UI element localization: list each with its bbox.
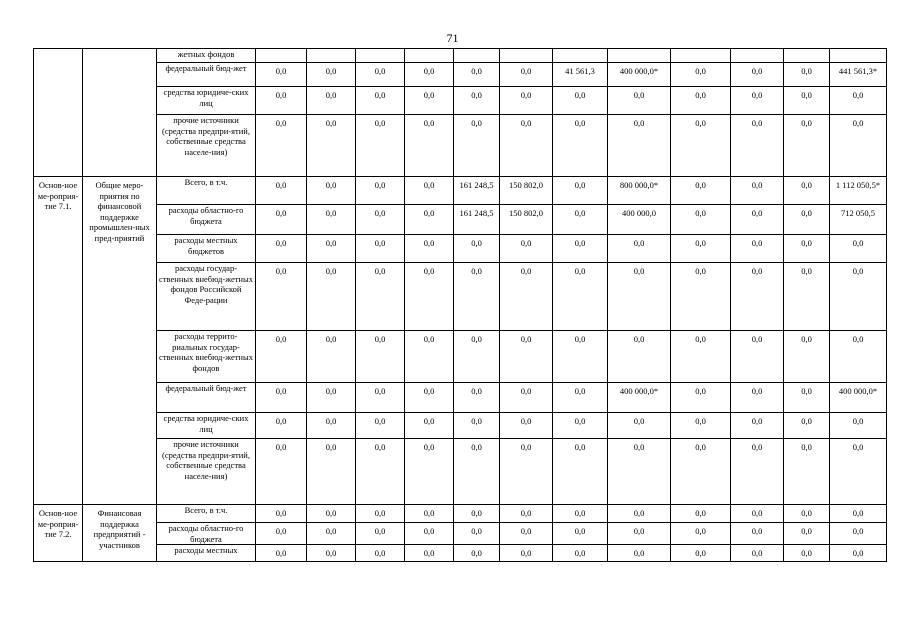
- value-cell: 1 112 050,5*: [830, 177, 887, 205]
- value-cell: 0,0: [307, 383, 356, 413]
- value-cell: 0,0: [553, 439, 608, 505]
- value-cell: 0,0: [356, 545, 405, 562]
- value-cell: 0,0: [784, 205, 830, 235]
- value-cell: 0,0: [256, 177, 307, 205]
- value-cell: 0,0: [731, 205, 784, 235]
- value-cell: 0,0: [307, 63, 356, 87]
- table-row: [34, 115, 887, 177]
- value-cell: 0,0: [454, 439, 500, 505]
- value-cell: 0,0: [671, 331, 731, 383]
- value-cell: 0,0: [671, 523, 731, 545]
- table-row: [34, 413, 887, 439]
- value-cell: 0,0: [731, 439, 784, 505]
- value-cell: 0,0: [454, 63, 500, 87]
- value-cell: 0,0: [553, 523, 608, 545]
- value-cell: 0,0: [256, 205, 307, 235]
- value-cell: 0,0: [256, 235, 307, 263]
- value-cell: 0,0: [307, 205, 356, 235]
- value-cell: 0,0: [830, 439, 887, 505]
- value-cell: 0,0: [405, 383, 454, 413]
- row-label: Всего, в т.ч.: [157, 505, 256, 523]
- value-cell: 0,0: [500, 331, 553, 383]
- value-cell: 0,0: [608, 331, 671, 383]
- value-cell: 0,0: [608, 235, 671, 263]
- row-label: расходы местных: [157, 545, 256, 562]
- value-cell: 0,0: [671, 63, 731, 87]
- row-label: средства юридиче-ских лиц: [157, 413, 256, 439]
- value-cell: [454, 49, 500, 63]
- value-cell: 161 248,5: [454, 177, 500, 205]
- value-cell: 0,0: [553, 115, 608, 177]
- measure-name: Общие меро-приятия по финансовой поддержке промышлен-ных пред-приятий: [83, 177, 157, 505]
- value-cell: 0,0: [784, 115, 830, 177]
- value-cell: 0,0: [256, 545, 307, 562]
- table-row: [34, 545, 887, 562]
- value-cell: 0,0: [553, 413, 608, 439]
- value-cell: 0,0: [356, 505, 405, 523]
- value-cell: [731, 49, 784, 63]
- row-label: федеральный бюд-жет: [157, 383, 256, 413]
- value-cell: 0,0: [731, 63, 784, 87]
- budget-table: [33, 48, 887, 562]
- value-cell: 0,0: [307, 235, 356, 263]
- value-cell: 0,0: [830, 413, 887, 439]
- value-cell: 0,0: [454, 545, 500, 562]
- value-cell: 0,0: [256, 63, 307, 87]
- value-cell: 800 000,0*: [608, 177, 671, 205]
- value-cell: 0,0: [500, 439, 553, 505]
- table-row: [34, 87, 887, 115]
- value-cell: [405, 49, 454, 63]
- value-cell: 400 000,0*: [608, 63, 671, 87]
- measure-number: Основ-ное ме-роприя-тие 7.2.: [34, 505, 83, 562]
- table-row: [34, 205, 887, 235]
- value-cell: 0,0: [405, 545, 454, 562]
- value-cell: 0,0: [500, 115, 553, 177]
- value-cell: 0,0: [356, 63, 405, 87]
- value-cell: 0,0: [500, 87, 553, 115]
- value-cell: 0,0: [784, 63, 830, 87]
- table-row: [34, 383, 887, 413]
- value-cell: 0,0: [671, 545, 731, 562]
- value-cell: 0,0: [405, 331, 454, 383]
- value-cell: 0,0: [784, 505, 830, 523]
- value-cell: 0,0: [405, 63, 454, 87]
- value-cell: 400 000,0*: [608, 383, 671, 413]
- value-cell: 0,0: [731, 505, 784, 523]
- value-cell: 0,0: [671, 177, 731, 205]
- value-cell: 0,0: [356, 523, 405, 545]
- value-cell: 0,0: [784, 439, 830, 505]
- value-cell: 0,0: [356, 413, 405, 439]
- value-cell: 0,0: [256, 523, 307, 545]
- value-cell: 0,0: [500, 523, 553, 545]
- value-cell: 0,0: [553, 383, 608, 413]
- value-cell: 0,0: [454, 235, 500, 263]
- table-row: [34, 63, 887, 87]
- value-cell: 0,0: [405, 177, 454, 205]
- value-cell: 0,0: [307, 413, 356, 439]
- value-cell: 0,0: [671, 439, 731, 505]
- value-cell: 0,0: [356, 115, 405, 177]
- value-cell: 0,0: [784, 87, 830, 115]
- value-cell: 0,0: [671, 413, 731, 439]
- value-cell: 0,0: [307, 545, 356, 562]
- value-cell: 0,0: [307, 177, 356, 205]
- table-row: [34, 523, 887, 545]
- value-cell: 0,0: [356, 383, 405, 413]
- value-cell: 0,0: [731, 115, 784, 177]
- value-cell: 0,0: [553, 505, 608, 523]
- value-cell: 441 561,3*: [830, 63, 887, 87]
- value-cell: 0,0: [356, 177, 405, 205]
- value-cell: 0,0: [731, 413, 784, 439]
- value-cell: 0,0: [405, 439, 454, 505]
- value-cell: 0,0: [356, 205, 405, 235]
- value-cell: [307, 49, 356, 63]
- measure-name: Финансовая поддержка предприятий - участников: [83, 505, 157, 562]
- value-cell: 0,0: [830, 87, 887, 115]
- value-cell: 712 050,5: [830, 205, 887, 235]
- value-cell: 0,0: [256, 439, 307, 505]
- value-cell: 0,0: [553, 545, 608, 562]
- table-row: [34, 263, 887, 331]
- value-cell: 0,0: [454, 115, 500, 177]
- value-cell: 0,0: [454, 413, 500, 439]
- value-cell: 0,0: [405, 263, 454, 331]
- value-cell: [608, 49, 671, 63]
- value-cell: 0,0: [500, 383, 553, 413]
- value-cell: 0,0: [307, 263, 356, 331]
- value-cell: 0,0: [256, 331, 307, 383]
- value-cell: 0,0: [608, 439, 671, 505]
- value-cell: 0,0: [784, 523, 830, 545]
- value-cell: 0,0: [784, 235, 830, 263]
- row-label: расходы местных бюджетов: [157, 235, 256, 263]
- value-cell: 0,0: [405, 413, 454, 439]
- value-cell: 0,0: [731, 235, 784, 263]
- value-cell: 0,0: [671, 87, 731, 115]
- value-cell: 0,0: [356, 331, 405, 383]
- value-cell: 0,0: [671, 383, 731, 413]
- activity-cell-empty: [83, 49, 157, 177]
- value-cell: 0,0: [784, 263, 830, 331]
- value-cell: 0,0: [608, 413, 671, 439]
- value-cell: 0,0: [830, 505, 887, 523]
- value-cell: 0,0: [405, 235, 454, 263]
- value-cell: 0,0: [731, 87, 784, 115]
- row-label: расходы областно-го бюджета: [157, 523, 256, 545]
- value-cell: 0,0: [356, 235, 405, 263]
- value-cell: 0,0: [500, 263, 553, 331]
- row-label: прочие источники (средства предпри-ятий, собственные средства населе-ния): [157, 439, 256, 505]
- value-cell: 150 802,0: [500, 205, 553, 235]
- value-cell: 0,0: [608, 115, 671, 177]
- value-cell: 0,0: [731, 331, 784, 383]
- value-cell: [671, 49, 731, 63]
- value-cell: 0,0: [608, 545, 671, 562]
- value-cell: 0,0: [608, 87, 671, 115]
- value-cell: 0,0: [608, 523, 671, 545]
- value-cell: 0,0: [553, 331, 608, 383]
- value-cell: 41 561,3: [553, 63, 608, 87]
- row-label: Всего, в т.ч.: [157, 177, 256, 205]
- value-cell: 0,0: [500, 63, 553, 87]
- row-label: прочие источники (средства предпри-ятий, собственные средства населе-ния): [157, 115, 256, 177]
- value-cell: 0,0: [830, 545, 887, 562]
- value-cell: 0,0: [671, 505, 731, 523]
- value-cell: 0,0: [454, 331, 500, 383]
- value-cell: 400 000,0: [608, 205, 671, 235]
- row-label: расходы областно-го бюджета: [157, 205, 256, 235]
- value-cell: 0,0: [256, 115, 307, 177]
- value-cell: 0,0: [500, 413, 553, 439]
- value-cell: 0,0: [671, 205, 731, 235]
- row-label: расходы государ-ственных внебюд-жетных фондов Российской Феде-рации: [157, 263, 256, 331]
- value-cell: 0,0: [405, 523, 454, 545]
- value-cell: 0,0: [256, 383, 307, 413]
- value-cell: 0,0: [454, 523, 500, 545]
- value-cell: 0,0: [256, 87, 307, 115]
- value-cell: 0,0: [731, 523, 784, 545]
- value-cell: 0,0: [307, 87, 356, 115]
- value-cell: [500, 49, 553, 63]
- value-cell: 0,0: [307, 439, 356, 505]
- value-cell: 0,0: [784, 331, 830, 383]
- value-cell: 0,0: [553, 263, 608, 331]
- value-cell: 0,0: [307, 115, 356, 177]
- value-cell: 0,0: [830, 115, 887, 177]
- row-label: федеральный бюд-жет: [157, 63, 256, 87]
- value-cell: [356, 49, 405, 63]
- value-cell: 0,0: [830, 523, 887, 545]
- table-row: [34, 505, 887, 523]
- value-cell: [784, 49, 830, 63]
- value-cell: 0,0: [405, 115, 454, 177]
- value-cell: 0,0: [830, 263, 887, 331]
- value-cell: 400 000,0*: [830, 383, 887, 413]
- value-cell: 0,0: [784, 545, 830, 562]
- table-body: [34, 49, 887, 562]
- value-cell: 0,0: [405, 205, 454, 235]
- value-cell: 0,0: [731, 383, 784, 413]
- value-cell: 0,0: [500, 505, 553, 523]
- value-cell: 0,0: [356, 87, 405, 115]
- value-cell: 150 802,0: [500, 177, 553, 205]
- value-cell: [256, 49, 307, 63]
- value-cell: 0,0: [405, 505, 454, 523]
- value-cell: 161 248,5: [454, 205, 500, 235]
- value-cell: 0,0: [356, 439, 405, 505]
- value-cell: 0,0: [454, 505, 500, 523]
- measure-number: Основ-ное ме-роприя-тие 7.1.: [34, 177, 83, 505]
- value-cell: [830, 49, 887, 63]
- value-cell: 0,0: [307, 523, 356, 545]
- value-cell: 0,0: [307, 505, 356, 523]
- value-cell: 0,0: [500, 235, 553, 263]
- page-number: 71: [446, 31, 459, 45]
- value-cell: 0,0: [731, 177, 784, 205]
- value-cell: 0,0: [731, 545, 784, 562]
- value-cell: 0,0: [500, 545, 553, 562]
- value-cell: 0,0: [356, 263, 405, 331]
- measure-cell-empty: [34, 49, 83, 177]
- value-cell: 0,0: [553, 177, 608, 205]
- value-cell: 0,0: [671, 263, 731, 331]
- value-cell: 0,0: [671, 115, 731, 177]
- table-row: [34, 439, 887, 505]
- row-label: жетных фондов: [157, 49, 256, 63]
- value-cell: [553, 49, 608, 63]
- value-cell: 0,0: [307, 331, 356, 383]
- value-cell: 0,0: [256, 413, 307, 439]
- value-cell: 0,0: [830, 235, 887, 263]
- value-cell: 0,0: [454, 263, 500, 331]
- row-label: расходы террито-риальных государ-ственных внебюд-жетных фондов: [157, 331, 256, 383]
- value-cell: 0,0: [405, 87, 454, 115]
- value-cell: 0,0: [256, 505, 307, 523]
- table-row: [34, 331, 887, 383]
- value-cell: 0,0: [784, 413, 830, 439]
- value-cell: 0,0: [671, 235, 731, 263]
- table-row: [34, 235, 887, 263]
- value-cell: 0,0: [454, 87, 500, 115]
- row-label: средства юридиче-ских лиц: [157, 87, 256, 115]
- value-cell: 0,0: [784, 177, 830, 205]
- table-row: [34, 177, 887, 205]
- value-cell: 0,0: [553, 87, 608, 115]
- value-cell: 0,0: [553, 205, 608, 235]
- value-cell: 0,0: [454, 383, 500, 413]
- value-cell: 0,0: [830, 331, 887, 383]
- table-row: [34, 49, 887, 63]
- value-cell: 0,0: [608, 505, 671, 523]
- value-cell: 0,0: [608, 263, 671, 331]
- value-cell: 0,0: [256, 263, 307, 331]
- value-cell: 0,0: [731, 263, 784, 331]
- value-cell: 0,0: [553, 235, 608, 263]
- value-cell: 0,0: [784, 383, 830, 413]
